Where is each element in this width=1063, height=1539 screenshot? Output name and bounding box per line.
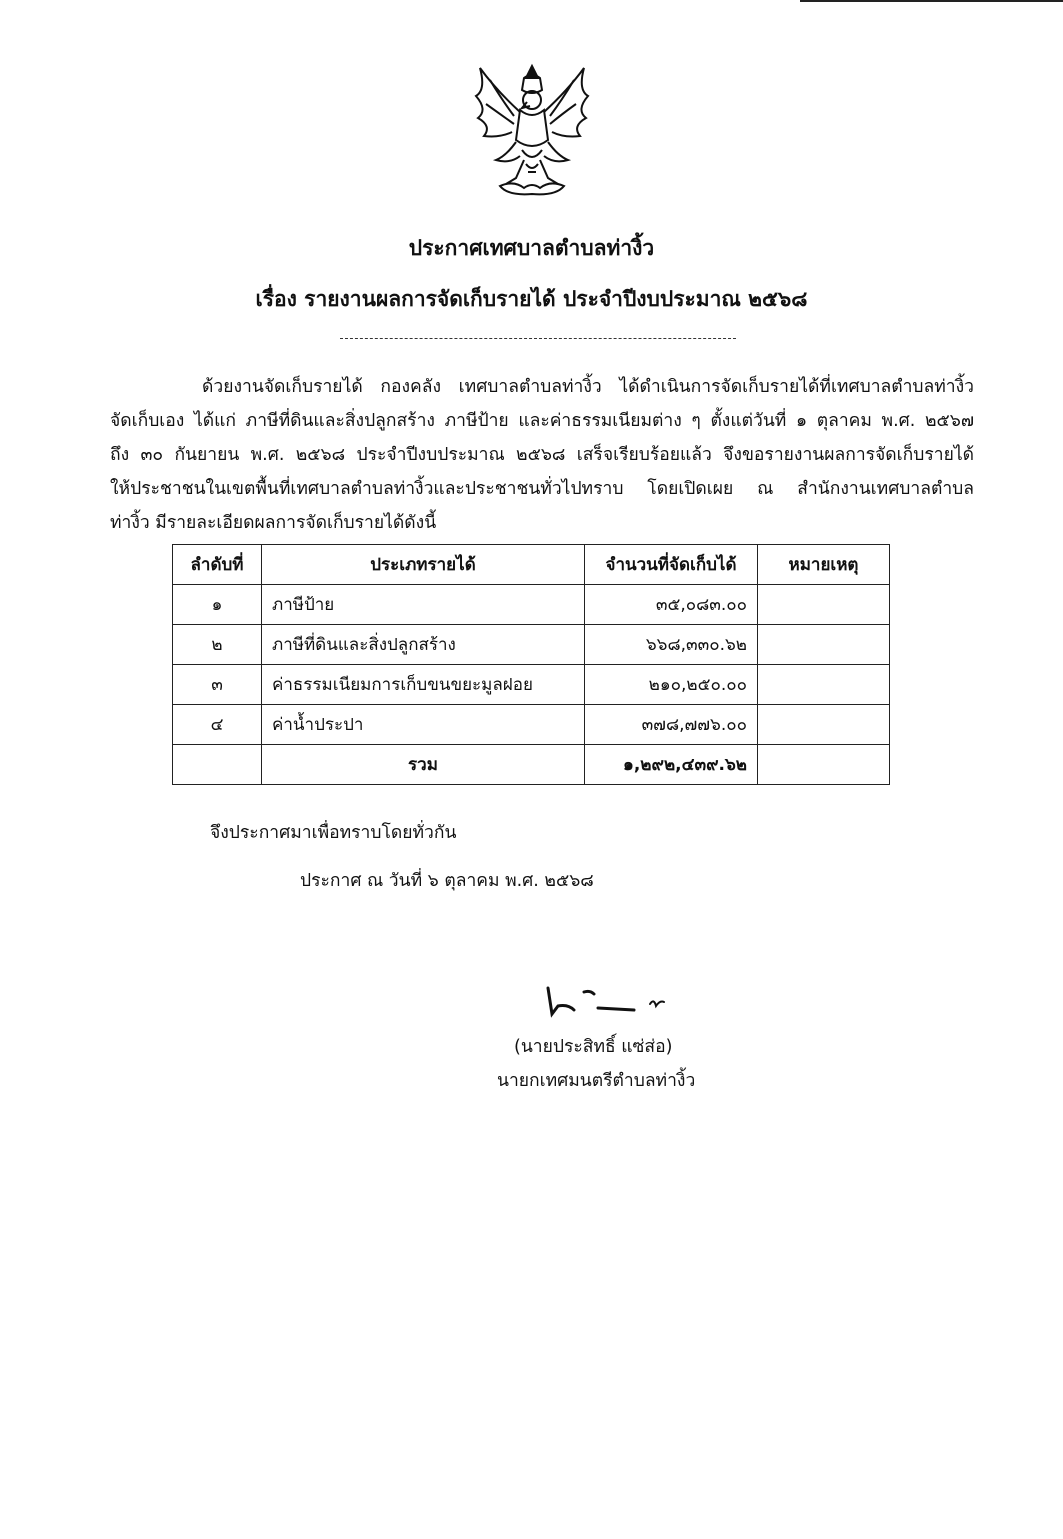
table-row — [173, 705, 890, 745]
header-revenue-type: ประเภทรายได้ — [262, 545, 585, 585]
total-order-empty — [173, 745, 262, 785]
row-amount: ๖๖๘,๓๓๐.๖๒ — [585, 625, 758, 665]
signer-position: นายกเทศมนตรีตำบลท่างิ้ว — [497, 1071, 696, 1091]
total-amount: ๑,๒๙๒,๔๓๙.๖๒ — [585, 745, 758, 785]
table-header-row — [173, 545, 890, 585]
header-remark: หมายเหตุ — [758, 545, 890, 585]
body-paragraph — [110, 370, 974, 540]
total-remark-empty — [758, 745, 890, 785]
row-revenue-type: ค่าธรรมเนียมการเก็บขนขยะมูลฝอย — [262, 665, 585, 705]
revenue-table — [172, 544, 890, 785]
announcement-title: ประกาศเทศบาลตำบลท่างิ้ว — [408, 236, 655, 260]
signer-name: (นายประสิทธิ์ แซ่ส่อ) — [514, 1037, 673, 1057]
row-amount: ๓๕,๐๘๓.๐๐ — [585, 585, 758, 625]
row-order: ๓ — [173, 665, 262, 705]
row-remark — [758, 665, 890, 705]
announcement-subject: เรื่อง รายงานผลการจัดเก็บรายได้ ประจำปีงบประมาณ ๒๕๖๘ — [255, 287, 808, 311]
row-amount: ๓๗๘,๗๗๖.๐๐ — [585, 705, 758, 745]
total-label: รวม — [262, 745, 585, 785]
announcement-date: ประกาศ ณ วันที่ ๖ ตุลาคม พ.ศ. ๒๕๖๘ — [300, 871, 594, 891]
table-row — [173, 665, 890, 705]
body-line: ท่างิ้ว มีรายละเอียดผลการจัดเก็บรายได้ดังนี้ — [110, 513, 437, 533]
row-amount: ๒๑๐,๒๕๐.๐๐ — [585, 665, 758, 705]
row-revenue-type: ค่าน้ำประปา — [262, 705, 585, 745]
row-order: ๑ — [173, 585, 262, 625]
page-top-edge-line — [800, 0, 1063, 2]
table-row — [173, 625, 890, 665]
row-revenue-type: ภาษีป้าย — [262, 585, 585, 625]
body-line: ถึง ๓๐ กันยายน พ.ศ. ๒๕๖๘ ประจำปีงบประมาณ ๒๕๖๘ เสร็จเรียบร้อยแล้ว จึงขอรายงานผลการจัดเก็บรายได้ — [110, 445, 974, 465]
handwritten-signature-icon — [540, 980, 670, 1020]
row-order: ๒ — [173, 625, 262, 665]
body-line: ให้ประชาชนในเขตพื้นที่เทศบาลตำบลท่างิ้วและประชาชนทั่วไปทราบ โดยเปิดเผย ณ สำนักงานเทศบาลตำบล — [110, 479, 974, 499]
table-row — [173, 585, 890, 625]
header-amount: จำนวนที่จัดเก็บได้ — [585, 545, 758, 585]
body-line: ด้วยงานจัดเก็บรายได้ กองคลัง เทศบาลตำบลท่างิ้ว ได้ดำเนินการจัดเก็บรายได้ที่เทศบาลตำบลท่างิ้ว — [202, 377, 974, 397]
header-order: ลำดับที่ — [173, 545, 262, 585]
row-order: ๔ — [173, 705, 262, 745]
table-total-row — [173, 745, 890, 785]
body-line: จัดเก็บเอง ได้แก่ ภาษีที่ดินและสิ่งปลูกสร้าง ภาษีป้าย และค่าธรรมเนียมต่าง ๆ ตั้งแต่วันที่ ๑ ตุลาคม พ.ศ. ๒๕๖๗ — [110, 411, 974, 431]
row-remark — [758, 585, 890, 625]
row-revenue-type: ภาษีที่ดินและสิ่งปลูกสร้าง — [262, 625, 585, 665]
row-remark — [758, 705, 890, 745]
row-remark — [758, 625, 890, 665]
garuda-emblem-icon — [466, 60, 598, 200]
separator-line — [340, 338, 736, 339]
closing-statement: จึงประกาศมาเพื่อทราบโดยทั่วกัน — [210, 823, 457, 843]
